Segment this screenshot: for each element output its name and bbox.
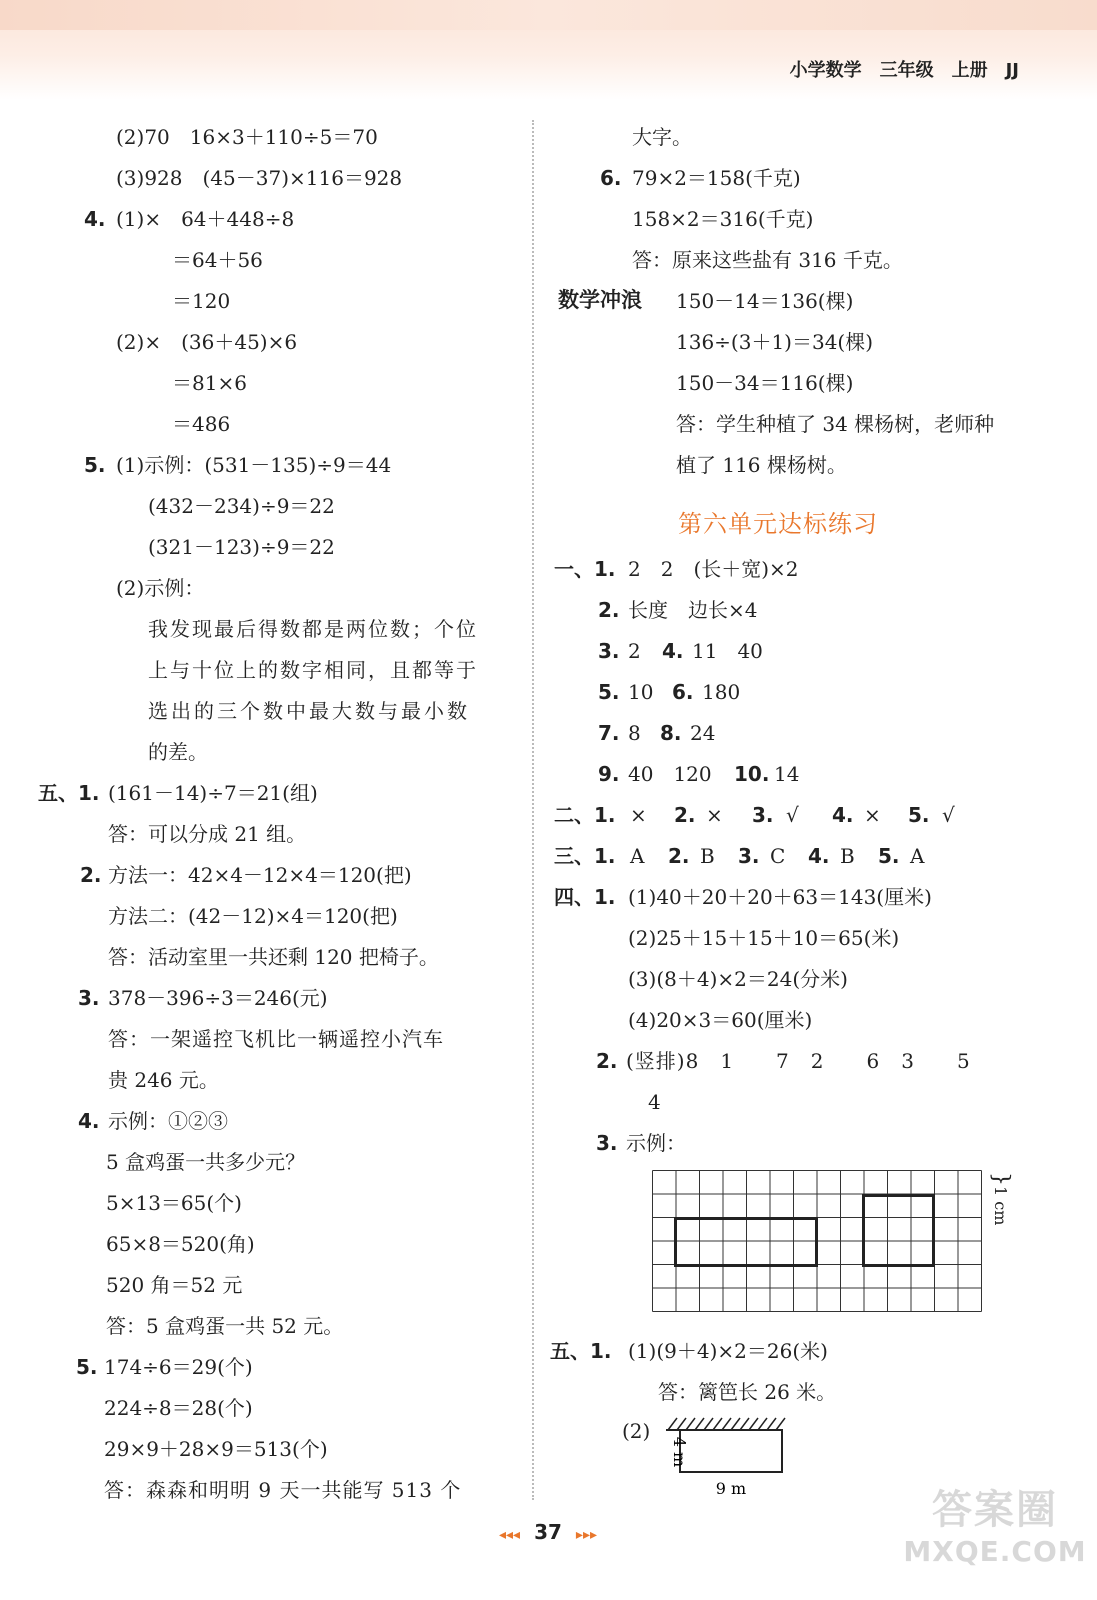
answer-line: 4 — [648, 1090, 661, 1114]
fence-rectangle — [680, 1430, 782, 1472]
answer-line: 8 — [628, 721, 641, 745]
answer-line: ＝81×6 — [172, 371, 247, 395]
answer-line: 378－396÷3＝246(元) — [108, 986, 328, 1010]
question-marker: 7. — [598, 721, 620, 745]
answer-line: (2) — [622, 1419, 651, 1443]
wall-hatch-mark — [704, 1418, 713, 1430]
header-volume: 上册 — [951, 60, 988, 81]
fence-figure — [652, 1412, 802, 1502]
answer-line: 14 — [774, 762, 800, 786]
question-marker: 6. — [672, 680, 694, 704]
wall-hatch-mark — [695, 1418, 704, 1430]
question-marker: 五、1. — [38, 781, 100, 805]
answer-line: (432－234)÷9＝22 — [148, 494, 335, 518]
question-marker: 4. — [808, 844, 830, 868]
fence-width-label: 9 m — [715, 1479, 747, 1498]
question-marker: 3. — [752, 803, 774, 827]
answer-line: 贵 246 元。 — [108, 1068, 219, 1092]
answer-line: 10 — [628, 680, 654, 704]
wall-hatch-mark — [668, 1418, 677, 1430]
question-marker: 3. — [596, 1131, 618, 1155]
prev-arrows-icon: ◂◂◂ — [498, 1527, 521, 1543]
answer-line: √ — [786, 803, 799, 827]
page-footer — [458, 1520, 638, 1544]
answer-line: (2)25＋15＋15＋10＝65(米) — [628, 926, 900, 950]
answer-line: 5×13＝65(个) — [106, 1191, 242, 1215]
question-marker: 2. — [668, 844, 690, 868]
question-marker: 4. — [662, 639, 684, 663]
question-marker: 5. — [84, 453, 106, 477]
answer-line: 224÷8＝28(个) — [104, 1396, 253, 1420]
answer-line: (2)示例： — [116, 576, 205, 600]
answer-line: (竖排)8 1 7 2 6 3 5 — [626, 1049, 971, 1073]
answer-line: ＝64＋56 — [172, 248, 263, 272]
question-marker: 5. — [598, 680, 620, 704]
answer-line: 大字。 — [632, 125, 692, 149]
answer-line: 答：篱笆长 26 米。 — [658, 1380, 837, 1404]
wall-hatch-mark — [740, 1418, 749, 1430]
answer-line: 答：5 盒鸡蛋一共 52 元。 — [106, 1314, 344, 1338]
wall-hatch-mark — [776, 1418, 785, 1430]
answer-line: 2 — [628, 639, 641, 663]
question-marker: 五、1. — [550, 1339, 612, 1363]
grid-unit-label — [988, 1172, 1013, 1225]
answer-line: C — [770, 844, 786, 868]
section-title: 第六单元达标练习 — [678, 510, 878, 538]
answer-line: 示例： — [626, 1131, 686, 1155]
question-marker: 4. — [84, 207, 106, 231]
answer-line: 答：活动室里一共还剩 120 把椅子。 — [108, 945, 439, 969]
answer-line: (1)(9＋4)×2＝26(米) — [628, 1339, 828, 1363]
answer-line: 答：一架遥控飞机比一辆遥控小汽车 — [108, 1027, 444, 1051]
answer-line: 150－34＝116(棵) — [676, 371, 854, 395]
question-marker: 2. — [598, 598, 620, 622]
wall-hatch-mark — [749, 1418, 758, 1430]
question-marker: 9. — [598, 762, 620, 786]
answer-line: 答：学生种植了 34 棵杨树，老师种 — [676, 412, 995, 436]
question-marker: 三、1. — [554, 844, 616, 868]
answer-line: 520 角＝52 元 — [106, 1273, 243, 1297]
answer-line: 2 2 (长＋宽)×2 — [628, 557, 799, 581]
question-marker: 二、1. — [554, 803, 616, 827]
answer-line: A — [630, 844, 645, 868]
question-marker: 2. — [80, 863, 102, 887]
answer-line: B — [700, 844, 715, 868]
answer-line: (4)20×3＝60(厘米) — [628, 1008, 813, 1032]
grid-unit-text: 1 cm — [991, 1186, 1010, 1226]
answer-line: (3)(8＋4)×2＝24(分米) — [628, 967, 848, 991]
answer-line: (1)示例：(531－135)÷9＝44 — [116, 453, 392, 477]
question-marker: 6. — [600, 166, 622, 190]
question-marker: 2. — [596, 1049, 618, 1073]
answer-line: 136÷(3＋1)＝34(棵) — [676, 330, 874, 354]
grid-svg — [652, 1170, 982, 1316]
answer-line: (3)928 (45－37)×116＝928 — [116, 166, 403, 190]
page-number: 37 — [534, 1520, 562, 1544]
answer-line: 方法一：42×4－12×4＝120(把) — [108, 863, 412, 887]
question-marker: 4. — [832, 803, 854, 827]
wall-hatch-mark — [677, 1418, 686, 1430]
answer-line: × — [864, 803, 881, 827]
answer-line: 上与十位上的数字相同，且都等于 — [148, 658, 478, 682]
answer-line: (2)× (36＋45)×6 — [116, 330, 298, 354]
answer-line: 24 — [690, 721, 716, 745]
watermark-bottom: MXQE.COM — [903, 1535, 1087, 1568]
answer-line: B — [840, 844, 855, 868]
header-grade: 三年级 — [879, 60, 934, 81]
answer-line: 11 40 — [692, 639, 763, 663]
next-arrows-icon: ▸▸▸ — [575, 1527, 598, 1543]
wall-hatch-mark — [686, 1418, 695, 1430]
question-marker: 3. — [738, 844, 760, 868]
question-marker: 2. — [674, 803, 696, 827]
answer-line: 174÷6＝29(个) — [104, 1355, 253, 1379]
answer-line: (2)70 16×3＋110÷5＝70 — [116, 125, 378, 149]
question-marker: 5. — [878, 844, 900, 868]
question-marker: 8. — [660, 721, 682, 745]
question-marker: 3. — [78, 986, 100, 1010]
answer-line: 150－14＝136(棵) — [676, 289, 854, 313]
answer-line: (321－123)÷9＝22 — [148, 535, 335, 559]
wall-hatch-mark — [713, 1418, 722, 1430]
answer-line: 选出的三个数中最大数与最小数 — [148, 699, 470, 723]
answer-line: 40 120 — [628, 762, 712, 786]
wall-hatch-mark — [767, 1418, 776, 1430]
square-shape — [864, 1196, 934, 1266]
answer-line: (161－14)÷7＝21(组) — [108, 781, 318, 805]
question-marker: 5. — [908, 803, 930, 827]
answer-line: (1)× 64＋448÷8 — [116, 207, 295, 231]
answer-line: ＝486 — [172, 412, 231, 436]
math-surfing-label: 数学冲浪 — [558, 288, 642, 312]
book-title — [772, 56, 1019, 82]
header-subject: 小学数学 — [789, 60, 862, 81]
answer-line: 答：原来这些盐有 316 千克。 — [632, 248, 903, 272]
answer-line: 5 盒鸡蛋一共多少元？ — [106, 1150, 306, 1174]
brace-icon: } — [988, 1172, 1013, 1186]
column-divider — [532, 120, 534, 1500]
answer-line: 方法二：(42－12)×4＝120(把) — [108, 904, 398, 928]
answer-line: 答：森森和明明 9 天一共能写 513 个 — [104, 1478, 462, 1502]
answer-line: 79×2＝158(千克) — [632, 166, 801, 190]
grid-figure — [652, 1170, 982, 1320]
watermark-top: 答案圈 — [932, 1487, 1058, 1533]
answer-line: 我发现最后得数都是两位数；个位 — [148, 617, 478, 641]
wall-hatch-mark — [758, 1418, 767, 1430]
answer-line: 植了 116 棵杨树。 — [676, 453, 847, 477]
question-marker: 3. — [598, 639, 620, 663]
question-marker: 一、1. — [554, 557, 616, 581]
question-marker: 四、1. — [554, 885, 616, 909]
wall-hatch-mark — [731, 1418, 740, 1430]
question-marker: 5. — [76, 1355, 98, 1379]
answer-line: × — [706, 803, 723, 827]
question-marker: 4. — [78, 1109, 100, 1133]
answer-line: × — [630, 803, 647, 827]
answer-line: 29×9＋28×9＝513(个) — [104, 1437, 328, 1461]
question-marker: 10. — [734, 762, 770, 786]
answer-line: ＝120 — [172, 289, 231, 313]
watermark — [900, 1478, 1090, 1568]
answer-line: 158×2＝316(千克) — [632, 207, 814, 231]
fence-height-label: 4 m — [670, 1436, 689, 1468]
answer-line: 65×8＝520(角) — [106, 1232, 255, 1256]
answer-line: A — [910, 844, 925, 868]
header-band — [0, 0, 1097, 100]
header-edition: JJ — [1005, 60, 1019, 81]
answer-line: 的差。 — [148, 740, 208, 764]
answer-line: 答：可以分成 21 组。 — [108, 822, 307, 846]
wall-hatch-mark — [722, 1418, 731, 1430]
answer-line: √ — [942, 803, 955, 827]
answer-line: 示例：①②③ — [108, 1109, 228, 1133]
answer-line: 长度 边长×4 — [628, 598, 758, 622]
answer-line: 180 — [702, 680, 741, 704]
answer-line: (1)40＋20＋20＋63＝143(厘米) — [628, 885, 932, 909]
